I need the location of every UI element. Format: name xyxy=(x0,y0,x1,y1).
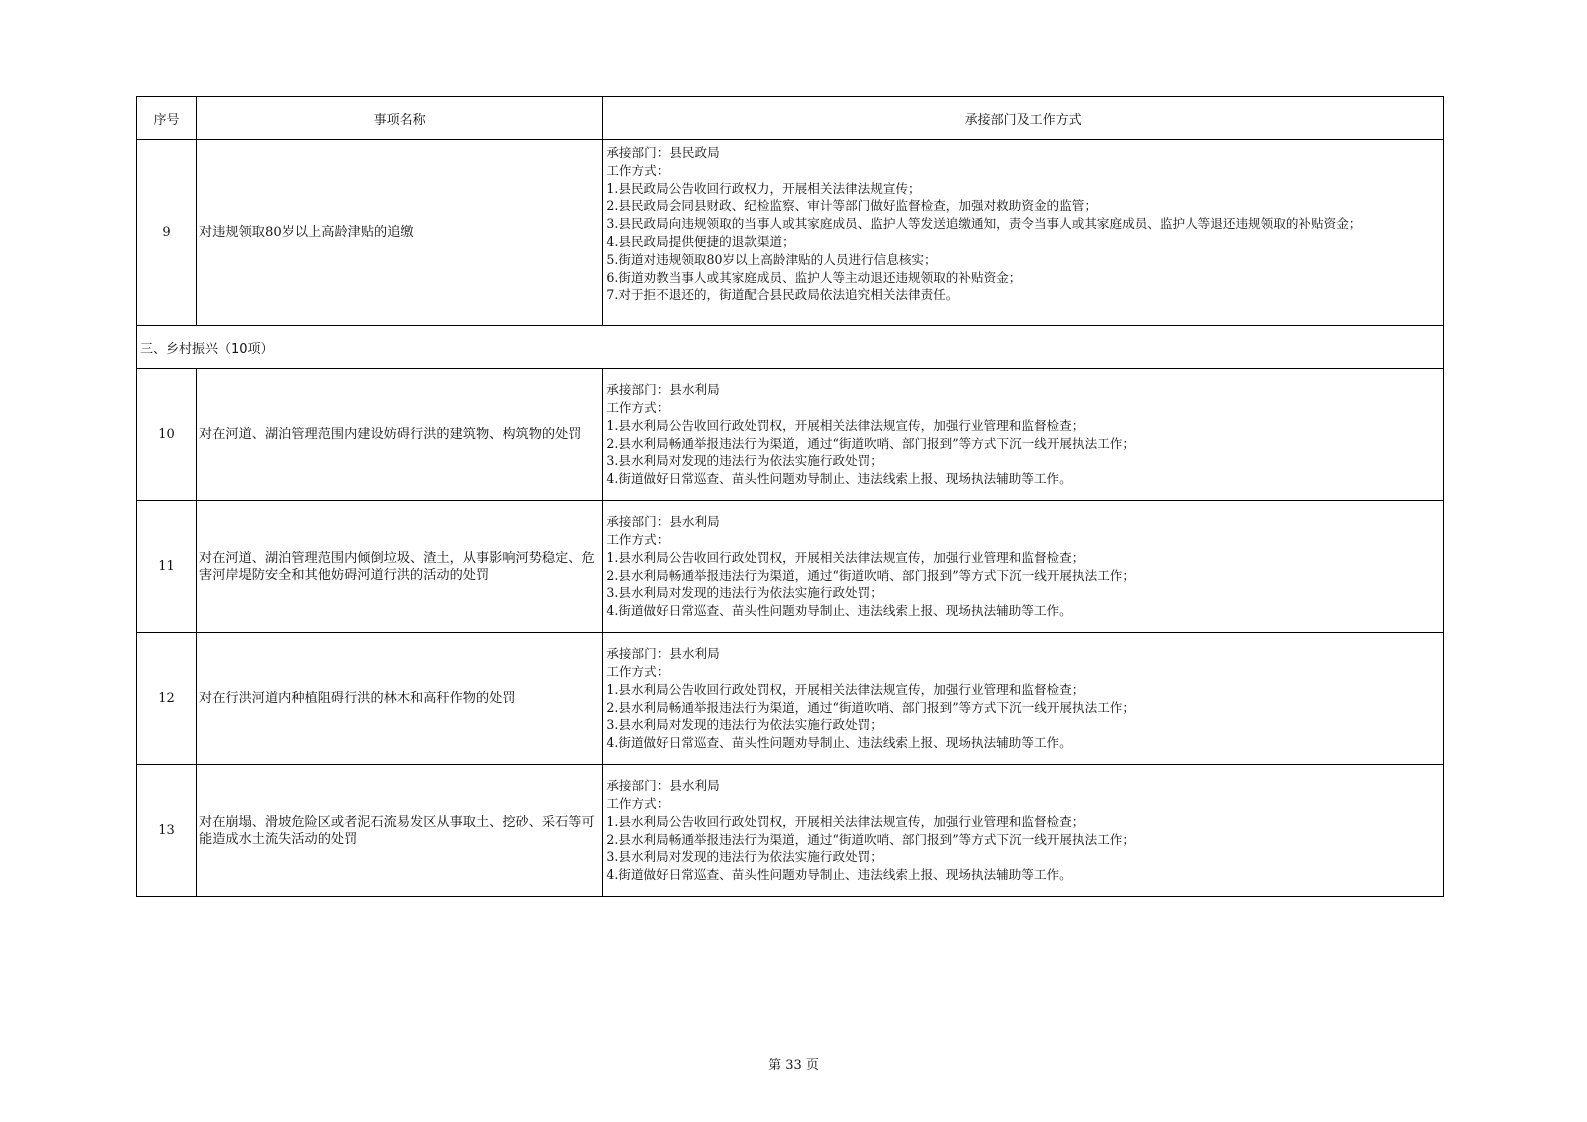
method-line: 工作方式： xyxy=(606,795,670,811)
table-row-11 xyxy=(137,501,1444,633)
method-line: 3.县水利局对发现的违法行为依法实施行政处罚； xyxy=(606,453,883,469)
row-dept-method xyxy=(603,501,1444,633)
method-line: 工作方式： xyxy=(606,531,670,547)
method-line: 5.街道对违规领取80岁以上高龄津贴的人员进行信息核实； xyxy=(606,251,937,267)
method-line: 4.街道做好日常巡查、苗头性问题劝导制止、违法线索上报、现场执法辅助等工作。 xyxy=(606,867,1072,883)
method-line: 3.县水利局对发现的违法行为依法实施行政处罚； xyxy=(606,717,883,733)
method-line: 工作方式： xyxy=(606,399,670,415)
row-number: 9 xyxy=(137,140,197,326)
table-body xyxy=(137,140,1444,897)
method-line: 1.县水利局公告收回行政处罚权，开展相关法律法规宣传，加强行业管理和监督检查； xyxy=(606,813,1085,829)
table-row-9 xyxy=(137,140,1444,326)
row-dept-method xyxy=(603,140,1444,326)
method-line: 4.街道做好日常巡查、苗头性问题劝导制止、违法线索上报、现场执法辅助等工作。 xyxy=(606,603,1072,619)
method-line: 6.街道劝教当事人或其家庭成员、监护人等主动退还违规领取的补贴资金； xyxy=(606,269,1022,285)
row-item-name: 对在河道、湖泊管理范围内倾倒垃圾、渣土，从事影响河势稳定、危害河岸堤防安全和其他妨碍河道行洪的活动的处罚 xyxy=(197,501,603,633)
row-item-name: 对在行洪河道内种植阻碍行洪的林木和高秆作物的处罚 xyxy=(197,633,603,765)
row-dept-method xyxy=(603,765,1444,897)
method-line: 承接部门：县水利局 xyxy=(606,514,720,530)
method-line: 工作方式： xyxy=(606,162,670,178)
method-line: 承接部门：县水利局 xyxy=(606,778,720,794)
method-line: 1.县水利局公告收回行政处罚权，开展相关法律法规宣传，加强行业管理和监督检查； xyxy=(606,681,1085,697)
row-item-name: 对在崩塌、滑坡危险区或者泥石流易发区从事取土、挖砂、采石等可能造成水土流失活动的处罚 xyxy=(197,765,603,897)
method-line: 3.县水利局对发现的违法行为依法实施行政处罚； xyxy=(606,849,883,865)
page-number: 第 33 页 xyxy=(768,1058,819,1073)
row-item-name: 对违规领取80岁以上高龄津贴的追缴 xyxy=(197,140,603,326)
method-line: 承接部门：县民政局 xyxy=(606,145,720,160)
row-number: 10 xyxy=(137,369,197,501)
row-number: 13 xyxy=(137,765,197,897)
method-line: 3.县民政局向违规领取的当事人或其家庭成员、监护人等发送追缴通知，责令当事人或其家庭成员、监护人等退还违规领取的补贴资金； xyxy=(606,216,1362,232)
method-line: 2.县水利局畅通举报违法行为渠道，通过“街道吹哨、部门报到”等方式下沉一线开展执法工作； xyxy=(606,699,1135,715)
method-line: 2.县水利局畅通举报违法行为渠道，通过“街道吹哨、部门报到”等方式下沉一线开展执法工作； xyxy=(606,567,1135,583)
matters-table xyxy=(136,96,1444,897)
table-row-13 xyxy=(137,765,1444,897)
header-dept-method: 承接部门及工作方式 xyxy=(603,97,1444,140)
row-item-name: 对在河道、湖泊管理范围内建设妨碍行洪的建筑物、构筑物的处罚 xyxy=(197,369,603,501)
method-line: 4.县民政局提供便捷的退款渠道； xyxy=(606,233,795,249)
method-line: 1.县民政局公告收回行政权力，开展相关法律法规宣传； xyxy=(606,180,921,196)
row-dept-method xyxy=(603,633,1444,765)
row-dept-method xyxy=(603,369,1444,501)
method-line: 承接部门：县水利局 xyxy=(606,646,720,662)
section-header-row xyxy=(137,326,1444,369)
method-line: 4.街道做好日常巡查、苗头性问题劝导制止、违法线索上报、现场执法辅助等工作。 xyxy=(606,735,1072,751)
header-item-name: 事项名称 xyxy=(197,97,603,140)
method-line: 3.县水利局对发现的违法行为依法实施行政处罚； xyxy=(606,585,883,601)
method-line: 7.对于拒不退还的，街道配合县民政局依法追究相关法律责任。 xyxy=(606,287,959,303)
method-line: 1.县水利局公告收回行政处罚权，开展相关法律法规宣传，加强行业管理和监督检查； xyxy=(606,549,1085,565)
method-line: 4.街道做好日常巡查、苗头性问题劝导制止、违法线索上报、现场执法辅助等工作。 xyxy=(606,471,1072,487)
row-number: 11 xyxy=(137,501,197,633)
method-line: 2.县民政局会同县财政、纪检监察、审计等部门做好监督检查，加强对救助资金的监管； xyxy=(606,198,1097,214)
method-line: 承接部门：县水利局 xyxy=(606,382,720,398)
table-row-10 xyxy=(137,369,1444,501)
method-line: 工作方式： xyxy=(606,663,670,679)
row-number: 12 xyxy=(137,633,197,765)
method-line: 2.县水利局畅通举报违法行为渠道，通过“街道吹哨、部门报到”等方式下沉一线开展执法工作； xyxy=(606,435,1135,451)
table-row-12 xyxy=(137,633,1444,765)
method-line: 2.县水利局畅通举报违法行为渠道，通过“街道吹哨、部门报到”等方式下沉一线开展执法工作； xyxy=(606,831,1135,847)
section-title: 三、乡村振兴（10项） xyxy=(137,326,1444,369)
header-number: 序号 xyxy=(137,97,197,140)
method-line: 1.县水利局公告收回行政处罚权，开展相关法律法规宣传，加强行业管理和监督检查； xyxy=(606,417,1085,433)
table-header-row xyxy=(137,97,1444,140)
